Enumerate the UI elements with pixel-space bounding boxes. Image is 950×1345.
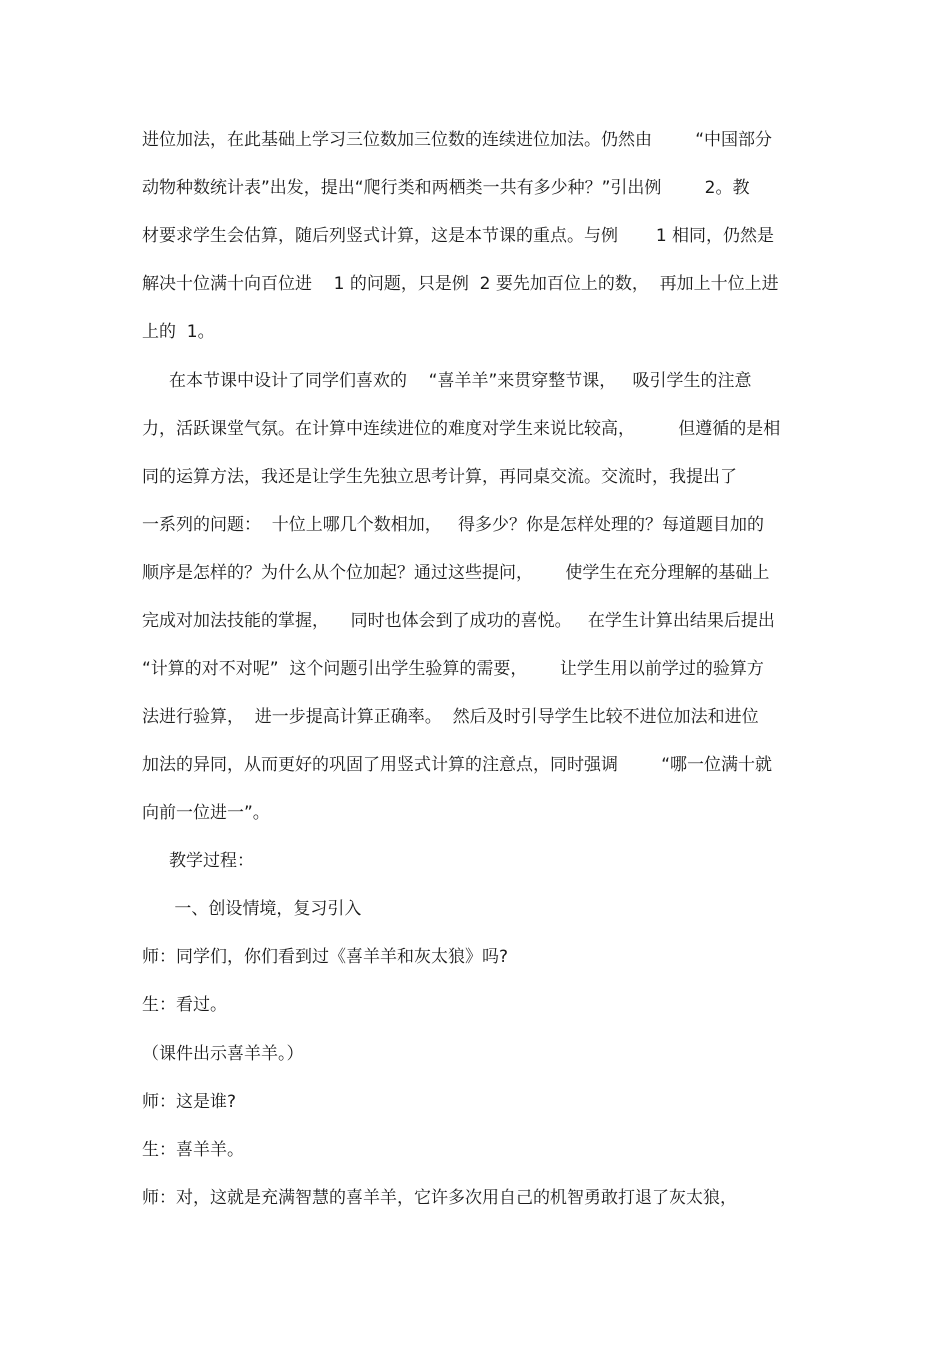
section-heading: 一、创设情境，复习引入 [142,899,362,919]
paragraph-line: 上的 1。 [142,322,215,342]
paragraph-line: 材要求学生会估算，随后列竖式计算，这是本节课的重点。与例 1 相同，仍然是 [142,226,775,246]
paragraph-line: 动物种数统计表”出发，提出“爬行类和两栖类一共有多少种？”引出例 2。教 [142,178,750,198]
paragraph-line: 法进行验算， 进一步提高计算正确率。 然后及时引导学生比较不进位加法和进位 [142,707,759,727]
dialogue-line: （课件出示喜羊羊。） [142,1044,304,1064]
paragraph-line: 加法的异同，从而更好的巩固了用竖式计算的注意点，同时强调 “哪一位满十就 [142,755,773,775]
paragraph-line: 进位加法，在此基础上学习三位数加三位数的连续进位加法。仍然由 “中国部分 [142,130,773,150]
dialogue-line: 师：这是谁? [142,1092,237,1112]
paragraph-line: 向前一位进一”。 [142,803,270,823]
paragraph-line: “计算的对不对呢” 这个问题引出学生验算的需要， 让学生用以前学过的验算方 [142,659,764,679]
dialogue-line: 师：对，这就是充满智慧的喜羊羊，它许多次用自己的机智勇敢打退了灰太狼， [142,1188,737,1208]
dialogue-line: 师：同学们，你们看到过《喜羊羊和灰太狼》吗? [142,947,509,967]
dialogue-line: 生：喜羊羊。 [142,1140,244,1160]
paragraph-line: 同的运算方法，我还是让学生先独立思考计算，再同桌交流。交流时，我提出了 [142,467,737,487]
paragraph-line: 顺序是怎样的？为什么从个位加起？通过这些提问， 使学生在充分理解的基础上 [142,563,770,583]
paragraph-line: 解决十位满十向百位进 1 的问题，只是例 2 要先加百位上的数， 再加上十位上进 [142,274,779,294]
paragraph-line: 力，活跃课堂气氛。在计算中连续进位的难度对学生来说比较高， 但遵循的是相 [142,419,781,439]
paragraph-line: 完成对加法技能的掌握， 同时也体会到了成功的喜悦。 在学生计算出结果后提出 [142,611,775,631]
section-heading: 教学过程： [142,851,255,871]
paragraph-line: 一系列的问题： 十位上哪几个数相加， 得多少？你是怎样处理的？每道题目加的 [142,515,765,535]
paragraph-line: 在本节课中设计了同学们喜欢的 “喜羊羊”来贯穿整节课， 吸引学生的注意 [142,371,752,391]
dialogue-line: 生：看过。 [142,995,227,1015]
